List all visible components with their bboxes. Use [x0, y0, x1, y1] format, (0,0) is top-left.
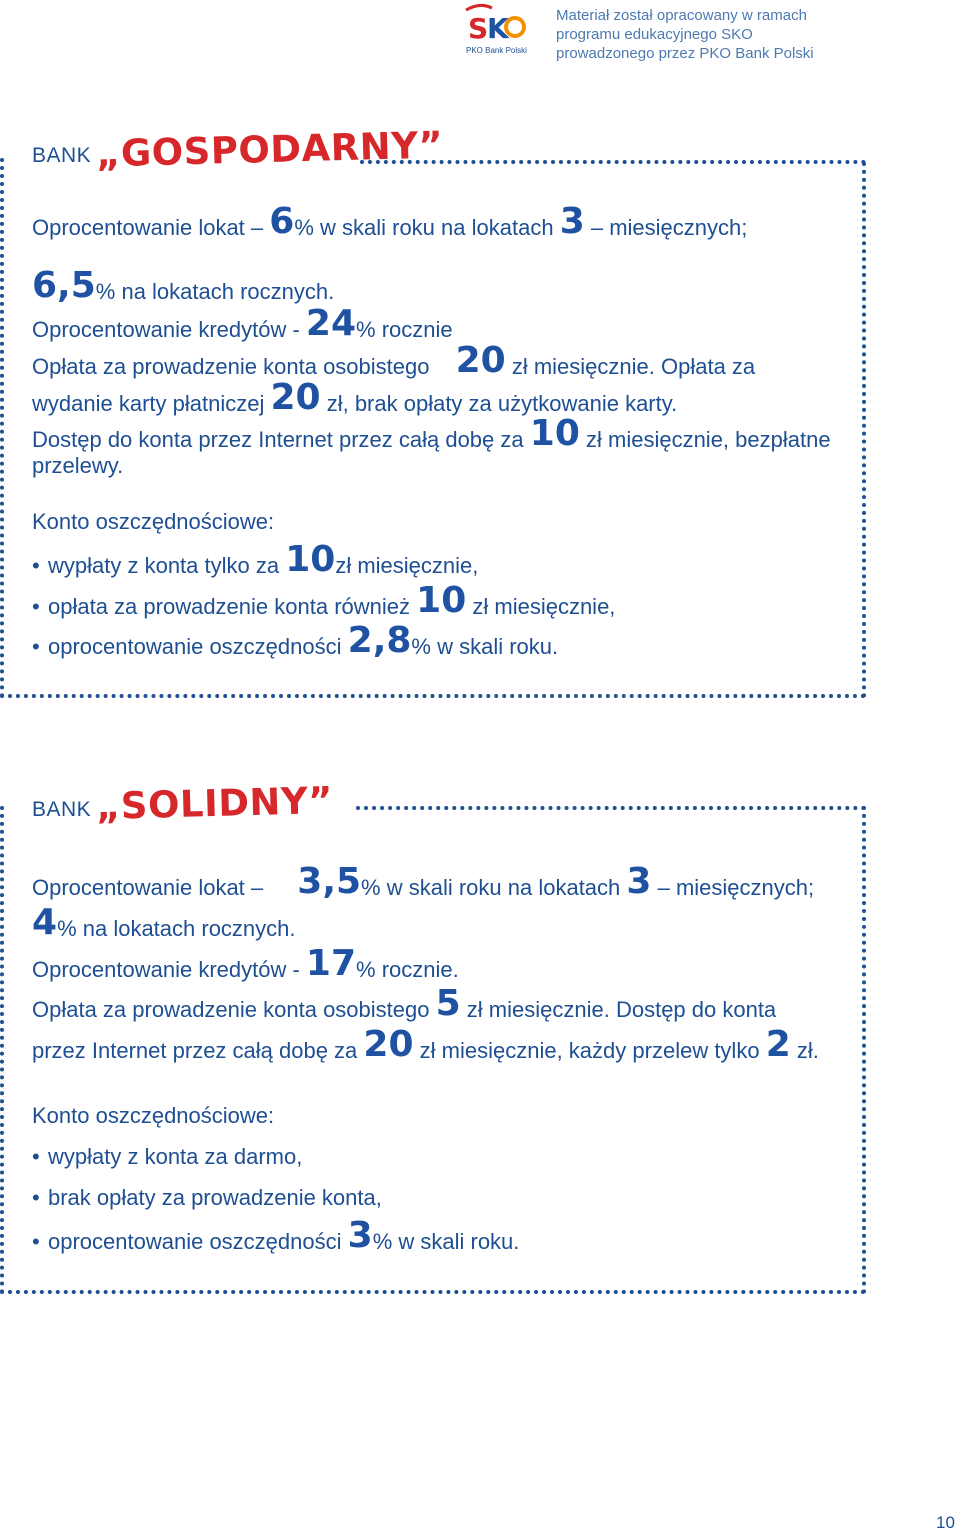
sko-logo: [462, 2, 526, 58]
svg-text:K: K: [487, 12, 509, 45]
bank-solidny-heading: [32, 778, 334, 829]
text: opłata za prowadzenie konta również: [48, 594, 411, 619]
savings-bullet: [32, 1143, 302, 1171]
frame-bottom-border: [0, 1290, 866, 1294]
header-note-line: Materiał został opracowany w ramach: [556, 7, 807, 24]
text: – miesięcznych;: [657, 875, 815, 900]
number: 20: [455, 340, 506, 381]
text: % rocznie.: [356, 957, 459, 982]
annual-deposit-line: [32, 265, 335, 306]
bank-name: „GOSPODARNY”: [95, 123, 444, 176]
text: Oprocentowanie kredytów -: [32, 317, 300, 342]
text: zł miesięcznie, każdy przelew tylko: [419, 1038, 760, 1063]
account-fee-line: [32, 983, 777, 1024]
annual-deposit-line: [32, 902, 296, 943]
number: 3: [626, 861, 652, 902]
number: 3: [559, 201, 585, 242]
text: zł.: [796, 1038, 819, 1063]
bullet: •: [32, 594, 40, 619]
savings-bullet: [32, 580, 616, 621]
text: – miesięcznych;: [590, 215, 748, 240]
credit-rate-line: [32, 303, 453, 344]
text: Dostęp do konta przez Internet przez całą dobę za: [32, 427, 524, 452]
sko-logo-graphic: [462, 2, 526, 46]
number: 3,5: [297, 861, 362, 902]
number: 20: [363, 1024, 414, 1065]
savings-bullet: [32, 620, 559, 661]
account-fee-line: [32, 340, 756, 381]
number: 5: [435, 983, 461, 1024]
text: zł miesięcznie. Dostęp do konta: [466, 997, 777, 1022]
bullet: •: [32, 1185, 40, 1210]
text: brak opłaty za prowadzenie konta,: [48, 1185, 382, 1210]
text: wypłaty z konta za darmo,: [48, 1144, 303, 1169]
text: zł miesięcznie. Opłata za: [511, 354, 756, 379]
text: % na lokatach rocznych.: [95, 279, 335, 304]
frame-left-border: [0, 806, 4, 1294]
text: Oprocentowanie kredytów -: [32, 957, 300, 982]
number: 10: [285, 539, 336, 580]
frame-right-border: [862, 162, 866, 698]
number: 10: [529, 413, 580, 454]
header-note: [556, 6, 856, 63]
bank-gospodarny-heading: [32, 123, 444, 176]
frame-right-border: [862, 806, 866, 1294]
text: zł miesięcznie,: [335, 553, 479, 578]
text: Oprocentowanie lokat –: [32, 875, 264, 900]
text: wypłaty z konta tylko za: [48, 553, 280, 578]
number: 10: [416, 580, 467, 621]
number: 3: [347, 1215, 373, 1256]
bank-word: BANK: [32, 144, 92, 167]
number: 20: [270, 377, 321, 418]
number: 24: [305, 303, 357, 344]
text: % w skali roku.: [411, 634, 559, 659]
text: przelewy.: [32, 453, 124, 478]
internet-access-line: [32, 1024, 819, 1065]
savings-title: Konto oszczędnościowe:: [32, 509, 275, 534]
text: % w skali roku na lokatach: [361, 875, 621, 900]
bullet: •: [32, 553, 40, 578]
text: zł miesięcznie, bezpłatne: [586, 427, 831, 452]
number: 4: [32, 902, 58, 943]
savings-bullet: [32, 1215, 520, 1256]
text: oprocentowanie oszczędności: [48, 634, 342, 659]
number: 2: [765, 1024, 791, 1065]
deposit-rate-line: [32, 861, 815, 902]
savings-bullet: [32, 1184, 382, 1212]
text: % w skali roku na lokatach: [294, 215, 554, 240]
frame-left-border: [0, 158, 4, 698]
text: Opłata za prowadzenie konta osobistego: [32, 354, 430, 379]
text: wydanie karty płatniczej: [32, 391, 265, 416]
text: % rocznie: [356, 317, 453, 342]
number: 6: [269, 201, 295, 242]
text: przez Internet przez całą dobę za: [32, 1038, 358, 1063]
bank-word: BANK: [32, 798, 92, 821]
text: % na lokatach rocznych.: [57, 916, 296, 941]
text: oprocentowanie oszczędności: [48, 1229, 342, 1254]
text: Opłata za prowadzenie konta osobistego: [32, 997, 430, 1022]
text: % w skali roku.: [372, 1229, 520, 1254]
header-note-line: programu edukacyjnego SKO: [556, 26, 753, 43]
svg-text:S: S: [468, 12, 489, 45]
frame-bottom-border: [0, 694, 866, 698]
savings-bullet: [32, 539, 479, 580]
logo-subtitle: PKO Bank Polski: [466, 46, 527, 55]
credit-rate-line: [32, 943, 459, 984]
page-number: 10: [936, 1513, 955, 1532]
text: zł miesięcznie,: [472, 594, 616, 619]
bank-name: „SOLIDNY”: [95, 778, 334, 829]
bullet: •: [32, 1144, 40, 1169]
number: 17: [305, 943, 357, 984]
text: Oprocentowanie lokat –: [32, 215, 264, 240]
bullet: •: [32, 634, 40, 659]
frame-top-border: [356, 806, 866, 810]
number: 6,5: [32, 265, 96, 306]
card-fee-line: [32, 377, 678, 418]
internet-access-line-cont: [32, 452, 123, 480]
header-note-line: prowadzonego przez PKO Bank Polski: [556, 45, 814, 62]
bullet: •: [32, 1229, 40, 1254]
text: zł, brak opłaty za użytkowanie karty.: [326, 391, 678, 416]
deposit-rate-line: [32, 201, 748, 242]
number: 2,8: [347, 620, 412, 661]
internet-access-line: [32, 413, 831, 454]
savings-title: Konto oszczędnościowe:: [32, 1103, 275, 1128]
